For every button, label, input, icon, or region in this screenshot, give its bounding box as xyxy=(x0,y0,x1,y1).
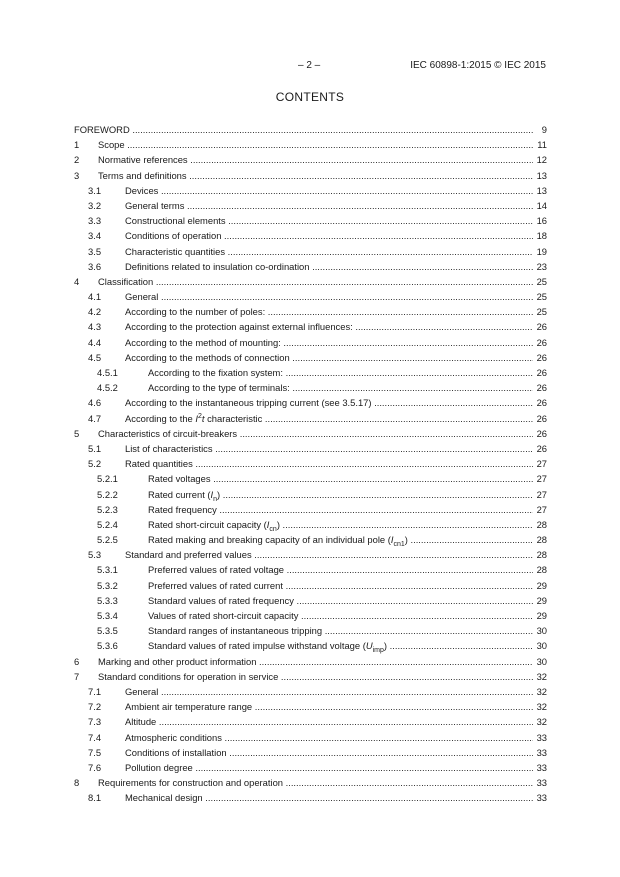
toc-entry-label: Standard conditions for operation in service ..... xyxy=(98,669,533,684)
toc-entry-label: Standard values of rated impulse withstand voltage $(U_{imp})$ ..... xyxy=(148,638,533,653)
toc-entry-label: Preferred values of rated voltage ..... xyxy=(148,562,533,577)
toc-entry-number: 4.5.1 xyxy=(97,367,118,378)
toc-entry-label: Atmospheric conditions ..... xyxy=(125,730,533,745)
page-number: – 2 – xyxy=(298,60,321,71)
toc-entry[interactable] xyxy=(74,562,547,577)
standard-reference: IEC 60898-1:2015 © IEC 2015 xyxy=(410,60,546,71)
toc-entry-number: 5.2.1 xyxy=(97,473,118,485)
toc-entry[interactable] xyxy=(74,532,547,547)
toc-entry-label: Rated current $(I_n)$ ..... xyxy=(148,487,533,502)
toc-entry-page: 13 xyxy=(537,168,547,183)
toc-entry-page: 30 xyxy=(537,638,547,653)
toc-entry-number: 1 xyxy=(74,139,80,151)
toc-entry[interactable] xyxy=(74,259,547,274)
toc-entry-page: 28 xyxy=(537,562,547,577)
toc-entry-page: 25 xyxy=(537,289,547,304)
toc-entry-label: List of characteristics ..... xyxy=(125,441,533,456)
toc-entry-page: 32 xyxy=(537,714,547,729)
toc-entry-page: 13 xyxy=(537,183,547,198)
toc-entry[interactable] xyxy=(74,319,547,334)
toc-entry[interactable] xyxy=(74,152,547,167)
toc-entry-number: 3.5 xyxy=(88,245,102,257)
toc-entry-page: 33 xyxy=(537,760,547,775)
toc-entry-number: 5.1 xyxy=(88,442,102,454)
toc-entry-page: 26 xyxy=(537,426,547,441)
toc-entry-label: Rated frequency ..... xyxy=(148,502,533,517)
toc-entry-label: Preferred values of rated current ..... xyxy=(148,578,533,593)
toc-entry[interactable] xyxy=(74,760,547,775)
toc-entry-label: Characteristics of circuit-breakers ..... xyxy=(98,426,533,441)
toc-entry-number: 7.4 xyxy=(88,731,102,743)
toc-entry-number: 4.5 xyxy=(88,351,102,363)
toc-entry-page: 12 xyxy=(537,152,547,167)
toc-entry[interactable] xyxy=(74,411,547,426)
toc-entry-label: According to the fixation system: ..... xyxy=(148,365,533,380)
toc-entry-page: 11 xyxy=(537,137,547,152)
toc-entry-label: According to the number of poles: ..... xyxy=(125,304,533,319)
toc-entry-page: 27 xyxy=(537,456,547,471)
toc-entry-number: 5 xyxy=(74,427,80,439)
toc-entry-label: General ..... xyxy=(125,289,533,304)
toc-entry-page: 23 xyxy=(537,259,547,274)
toc-entry[interactable] xyxy=(74,547,547,562)
page-title: CONTENTS xyxy=(275,90,345,104)
toc-entry-number: 5.3.5 xyxy=(97,625,118,637)
toc-entry[interactable] xyxy=(74,228,547,243)
toc-entry-label: Marking and other product information ..... xyxy=(98,654,533,669)
toc-entry-number: 7.2 xyxy=(88,701,102,713)
toc-entry-page: 33 xyxy=(537,730,547,745)
toc-entry-label: According to the methods of connection ..... xyxy=(125,350,533,365)
toc-entry-label: Mechanical design ..... xyxy=(125,790,533,805)
toc-entry-number: 5.3.1 xyxy=(97,564,118,576)
toc-entry-label: Altitude ..... xyxy=(125,714,533,729)
toc-entry-number: 2 xyxy=(74,154,80,166)
toc-entry[interactable] xyxy=(74,487,547,502)
toc-entry[interactable] xyxy=(74,289,547,304)
toc-entry-number: 4.3 xyxy=(88,321,102,333)
toc-entry-page: 29 xyxy=(537,608,547,623)
toc-entry[interactable] xyxy=(74,274,547,289)
toc-entry[interactable] xyxy=(74,471,547,486)
toc-entry-number: 4.4 xyxy=(88,336,102,348)
toc-entry[interactable] xyxy=(74,441,547,456)
toc-entry-label: Rated voltages ..... xyxy=(148,471,533,486)
toc-entry[interactable] xyxy=(74,654,547,669)
toc-entry-number: 7.3 xyxy=(88,716,102,728)
toc-entry-number: 4.5.2 xyxy=(97,382,118,394)
toc-entry-number: 3.3 xyxy=(88,215,102,227)
toc-entry[interactable] xyxy=(74,395,547,410)
toc-entry-label: Rated short-circuit capacity $(I_{cn})$ ..... xyxy=(148,517,533,532)
toc-entry-label: Rated quantities ..... xyxy=(125,456,533,471)
toc-entry-number: 4.7 xyxy=(88,412,102,424)
toc-entry-label: Constructional elements ..... xyxy=(125,213,533,228)
toc-entry[interactable] xyxy=(74,699,547,714)
toc-entry-page: 27 xyxy=(537,471,547,486)
toc-entry-number: 5.2.3 xyxy=(97,503,118,515)
toc-entry-number: 7 xyxy=(74,670,80,682)
toc-entry[interactable] xyxy=(74,608,547,623)
toc-entry-number: 7.5 xyxy=(88,746,102,758)
toc-entry[interactable] xyxy=(74,426,547,441)
toc-entry-label: General terms ..... xyxy=(125,198,533,213)
toc-entry-page: 26 xyxy=(537,395,547,410)
toc-entry-page: 26 xyxy=(537,335,547,350)
toc-entry-number: 3 xyxy=(74,169,80,181)
toc-entry-number: 6 xyxy=(74,655,80,667)
toc-entry-number: 5.2.4 xyxy=(97,518,118,530)
toc-entry-page: 32 xyxy=(537,669,547,684)
toc-entry-page: 33 xyxy=(537,745,547,760)
toc-entry-page: 32 xyxy=(537,684,547,699)
toc-entry-label: Values of rated short-circuit capacity ..... xyxy=(148,608,533,623)
toc-entry-page: 28 xyxy=(537,547,547,562)
toc-entry-label: Normative references ..... xyxy=(98,152,533,167)
toc-entry[interactable] xyxy=(74,730,547,745)
toc-entry-page: 30 xyxy=(537,623,547,638)
toc-entry[interactable] xyxy=(74,684,547,699)
toc-entry-page: 26 xyxy=(537,411,547,426)
toc-entry-page: 19 xyxy=(537,244,547,259)
toc-entry-label: Rated making and breaking capacity of an individual pole $(I_{cn1})$ ..... xyxy=(148,532,533,547)
toc-entry-label: Pollution degree ..... xyxy=(125,760,533,775)
toc-entry-number: 3.6 xyxy=(88,260,102,272)
toc-entry[interactable] xyxy=(74,638,547,653)
toc-entry-label: Conditions of operation ..... xyxy=(125,228,533,243)
toc-entry-label: Definitions related to insulation co-ordination ..... xyxy=(125,259,533,274)
toc-entry-page: 27 xyxy=(537,487,547,502)
toc-entry[interactable] xyxy=(74,137,547,152)
toc-entry-label: Conditions of installation ..... xyxy=(125,745,533,760)
toc-entry-number: 5.3.6 xyxy=(97,640,118,652)
toc-entry-label: According to the $I^2t$ characteristic ..... xyxy=(125,411,533,426)
toc-entry-number: 5.3.4 xyxy=(97,610,118,621)
toc-entry-number: 3.1 xyxy=(88,184,102,196)
toc-entry-page: 32 xyxy=(537,699,547,714)
toc-entry[interactable] xyxy=(74,456,547,471)
toc-entry[interactable] xyxy=(74,350,547,365)
toc-entry-number: 5.3.2 xyxy=(97,579,118,591)
toc-entry-label: According to the type of terminals: ..... xyxy=(148,380,533,395)
toc-entry-page: 33 xyxy=(537,775,547,790)
toc-entry-label: Standard ranges of instantaneous tripping ..... xyxy=(148,623,533,638)
toc-entry-page: 28 xyxy=(537,517,547,532)
toc-entry-number: 5.2.2 xyxy=(97,488,118,500)
toc-entry-label: Classification ..... xyxy=(98,274,533,289)
toc-entry-label: General ..... xyxy=(125,684,533,699)
toc-entry[interactable] xyxy=(74,304,547,319)
toc-entry-page: 9 xyxy=(542,122,547,137)
toc-entry-page: 28 xyxy=(537,532,547,547)
toc-entry-page: 18 xyxy=(537,228,547,243)
toc-entry-label: Ambient air temperature range ..... xyxy=(125,699,533,714)
toc-entry-label: Standard values of rated frequency ..... xyxy=(148,593,533,608)
toc-entry-label: Standard and preferred values ..... xyxy=(125,547,533,562)
toc-entry[interactable] xyxy=(74,122,547,137)
toc-entry-number: 8.1 xyxy=(88,792,102,804)
toc-entry-page: 16 xyxy=(537,213,547,228)
toc-entry[interactable] xyxy=(74,578,547,593)
toc-entry-page: 30 xyxy=(537,654,547,669)
toc-entry[interactable] xyxy=(74,502,547,517)
toc-entry[interactable] xyxy=(74,714,547,729)
toc-entry-number: 5.2 xyxy=(88,458,102,470)
toc-entry-page: 25 xyxy=(537,274,547,289)
toc-entry-page: 25 xyxy=(537,304,547,319)
toc-entry[interactable] xyxy=(74,745,547,760)
toc-entry-number: 4 xyxy=(74,275,80,287)
toc-entry-number: 4.2 xyxy=(88,306,102,318)
toc-entry-number: 5.3 xyxy=(88,549,102,561)
toc-entry[interactable] xyxy=(74,335,547,350)
toc-entry-label: Requirements for construction and operation ..... xyxy=(98,775,533,790)
toc-entry[interactable] xyxy=(74,183,547,198)
toc-entry[interactable] xyxy=(74,623,547,638)
toc-entry-number: 5.3.3 xyxy=(97,594,118,606)
toc-entry-number: 4.6 xyxy=(88,397,102,409)
toc-entry-page: 29 xyxy=(537,593,547,608)
toc-entry-page: 29 xyxy=(537,578,547,593)
table-of-contents xyxy=(74,122,547,805)
toc-entry-page: 14 xyxy=(537,198,547,213)
toc-entry[interactable] xyxy=(74,168,547,183)
toc-entry-label: Scope ..... xyxy=(98,137,533,152)
toc-entry[interactable] xyxy=(74,380,547,395)
toc-entry-page: 27 xyxy=(537,502,547,517)
toc-entry-label: According to the instantaneous tripping current (see 3.5.17) ..... xyxy=(125,395,533,410)
toc-entry-page: 26 xyxy=(537,365,547,380)
toc-entry-label: Devices ..... xyxy=(125,183,533,198)
toc-entry-label: According to the protection against external influences: ..... xyxy=(125,319,533,334)
toc-entry-label: Characteristic quantities ..... xyxy=(125,244,533,259)
toc-entry-page: 33 xyxy=(537,790,547,805)
toc-entry-page: 26 xyxy=(537,350,547,365)
toc-entry-label: Terms and definitions ..... xyxy=(98,168,533,183)
toc-entry[interactable] xyxy=(74,593,547,608)
toc-entry-number: 3.2 xyxy=(88,199,102,211)
toc-entry-number: 4.1 xyxy=(88,291,102,303)
toc-entry[interactable] xyxy=(74,198,547,213)
toc-entry-label: FOREWORD ..... xyxy=(74,122,533,137)
toc-entry[interactable] xyxy=(74,213,547,228)
toc-entry-number: 5.2.5 xyxy=(97,534,118,546)
toc-entry[interactable] xyxy=(74,775,547,790)
toc-entry-number: 3.4 xyxy=(88,230,102,242)
toc-entry-label: According to the method of mounting: ..... xyxy=(125,335,533,350)
toc-entry[interactable] xyxy=(74,365,547,380)
toc-entry-number: 7.1 xyxy=(88,685,102,697)
toc-entry-page: 26 xyxy=(537,380,547,395)
toc-entry[interactable] xyxy=(74,790,547,805)
toc-entry[interactable] xyxy=(74,669,547,684)
toc-entry-number: 7.6 xyxy=(88,761,102,773)
toc-entry-page: 26 xyxy=(537,441,547,456)
toc-entry-number: 8 xyxy=(74,777,80,789)
toc-entry[interactable] xyxy=(74,517,547,532)
toc-entry[interactable] xyxy=(74,244,547,259)
toc-entry-page: 26 xyxy=(537,319,547,334)
